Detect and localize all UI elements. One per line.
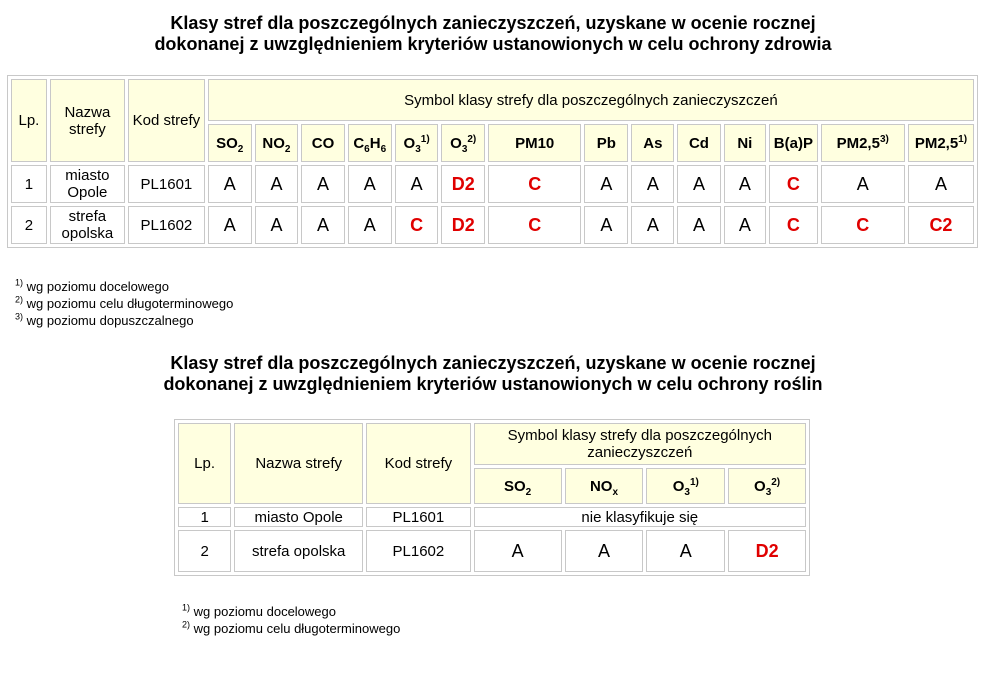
class-value: A <box>255 165 299 203</box>
pollutant-header: B(a)P <box>769 124 817 162</box>
class-value: A <box>646 530 725 572</box>
class-value: D2 <box>441 206 485 244</box>
table-row <box>11 206 974 244</box>
class-value: A <box>255 206 299 244</box>
class-value: A <box>474 530 562 572</box>
footnote: $^{2)}$ wg poziomu celu długoterminowego <box>15 294 234 311</box>
row-nazwa: miasto Opole <box>50 165 125 203</box>
header-kod: Kod strefy <box>366 423 470 504</box>
header-kod: Kod strefy <box>128 79 205 162</box>
row-kod: PL1601 <box>128 165 205 203</box>
class-value: A <box>631 206 674 244</box>
class-value: A <box>724 206 767 244</box>
class-value: C2 <box>908 206 974 244</box>
class-value: A <box>301 165 344 203</box>
pollutant-header: PM10 <box>488 124 581 162</box>
class-value: C <box>769 206 817 244</box>
pollutant-header: $SO_2$ <box>474 468 562 504</box>
section2-footnotes <box>182 603 400 637</box>
row-lp: 2 <box>178 530 231 572</box>
pollutant-header: Cd <box>677 124 720 162</box>
pollutant-header: $O_3^{1)}$ <box>646 468 725 504</box>
pollutant-header: $O_3^{1)}$ <box>395 124 439 162</box>
pollutant-header: $NO_x$ <box>565 468 644 504</box>
class-value: D2 <box>728 530 806 572</box>
section1-footnotes <box>15 278 233 329</box>
pollutant-header: Pb <box>584 124 628 162</box>
row-nazwa: miasto Opole <box>234 507 363 527</box>
row-nazwa: strefa opolska <box>234 530 363 572</box>
class-value: D2 <box>441 165 485 203</box>
pollutant-header: $SO_2$ <box>208 124 252 162</box>
class-value: A <box>395 165 439 203</box>
class-value: A <box>724 165 767 203</box>
header-nazwa: Nazwa strefy <box>50 79 125 162</box>
footnote: $^{3)}$ wg poziomu dopuszczalnego <box>15 311 194 328</box>
section1-title: Klasy stref dla poszczególnych zanieczyszczeń, uzyskane w ocenie rocznej dokonanej z uwzględnieniem kryteriów ustanowionych w celu ochrony zdrowia <box>154 13 832 54</box>
class-value: C <box>821 206 905 244</box>
header-symbol: Symbol klasy strefy dla poszczególnych zanieczyszczeń <box>208 79 974 121</box>
pollutant-header: PM2,5$^{3)}$ <box>821 124 905 162</box>
class-value: C <box>395 206 439 244</box>
section2-title: Klasy stref dla poszczególnych zanieczyszczeń, uzyskane w ocenie rocznej dokonanej z uwzględnieniem kryteriów ustanowionych w celu ochrony roślin <box>163 353 823 394</box>
class-value: A <box>348 206 392 244</box>
footnote: $^{1)}$ wg poziomu docelowego <box>15 277 169 294</box>
pollutant-header: $O_3^{2)}$ <box>441 124 485 162</box>
class-value: A <box>584 206 628 244</box>
header-symbol: Symbol klasy strefy dla poszczególnych zanieczyszczeń <box>474 423 806 465</box>
table-row <box>178 530 806 572</box>
header-nazwa: Nazwa strefy <box>234 423 363 504</box>
row-kod: PL1601 <box>366 507 470 527</box>
pollutant-header: As <box>631 124 674 162</box>
header-lp: Lp. <box>178 423 231 504</box>
row-lp: 1 <box>11 165 47 203</box>
class-value: A <box>565 530 644 572</box>
not-classified-cell: nie klasyfikuje się <box>474 507 806 527</box>
plants-classification-table <box>174 419 810 576</box>
class-value: A <box>301 206 344 244</box>
footnote: $^{1)}$ wg poziomu docelowego <box>182 602 336 619</box>
class-value: A <box>208 165 252 203</box>
pollutant-header: PM2,5$^{1)}$ <box>908 124 974 162</box>
footnote: $^{2)}$ wg poziomu celu długoterminowego <box>182 619 401 636</box>
pollutant-header: $O_3^{2)}$ <box>728 468 806 504</box>
class-value: A <box>348 165 392 203</box>
row-kod: PL1602 <box>366 530 470 572</box>
class-value: A <box>208 206 252 244</box>
class-value: A <box>677 206 720 244</box>
pollutant-header: $C_6H_6$ <box>348 124 392 162</box>
table-row <box>178 507 806 527</box>
class-value: C <box>488 165 581 203</box>
class-value: A <box>821 165 905 203</box>
class-value: C <box>488 206 581 244</box>
health-classification-table <box>7 75 978 248</box>
row-lp: 2 <box>11 206 47 244</box>
class-value: A <box>908 165 974 203</box>
class-value: A <box>584 165 628 203</box>
class-value: C <box>769 165 817 203</box>
row-kod: PL1602 <box>128 206 205 244</box>
pollutant-header: CO <box>301 124 344 162</box>
class-value: A <box>677 165 720 203</box>
table-row <box>11 165 974 203</box>
class-value: A <box>631 165 674 203</box>
pollutant-header: $NO_2$ <box>255 124 299 162</box>
pollutant-header: Ni <box>724 124 767 162</box>
row-nazwa: strefa opolska <box>50 206 125 244</box>
row-lp: 1 <box>178 507 231 527</box>
header-lp: Lp. <box>11 79 47 162</box>
